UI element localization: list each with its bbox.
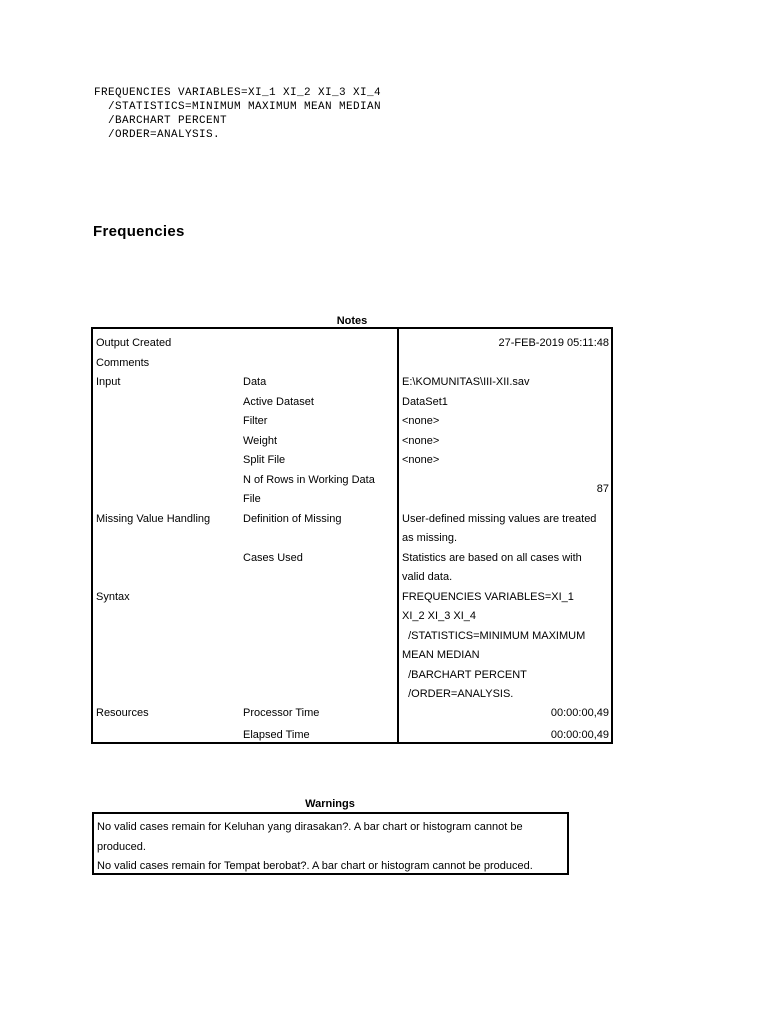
notes-cell: valid data.	[402, 571, 453, 583]
notes-cell: Filter	[243, 415, 268, 427]
syntax-line: FREQUENCIES VARIABLES=XI_1 XI_2 XI_3 XI_4	[94, 87, 382, 99]
notes-cell: XI_2 XI_3 XI_4	[402, 610, 476, 622]
notes-cell: 00:00:00,49	[550, 728, 609, 741]
notes-cell: N of Rows in Working Data	[243, 473, 375, 486]
notes-cell: Elapsed Time	[243, 728, 310, 741]
notes-cell: File	[243, 493, 261, 505]
notes-cell: Comments	[96, 356, 150, 369]
notes-cell: Data	[243, 376, 267, 388]
notes-cell: Syntax	[96, 590, 130, 603]
notes-cell: as missing.	[402, 532, 458, 544]
notes-cell: <none>	[402, 454, 440, 466]
notes-cell: Active Dataset	[243, 395, 314, 408]
notes-table-title: Notes	[336, 315, 368, 327]
notes-column-divider	[397, 329, 399, 742]
warnings-table	[92, 812, 569, 875]
notes-table	[91, 327, 613, 744]
notes-cell: Output Created	[96, 337, 172, 349]
notes-cell: FREQUENCIES VARIABLES=XI_1	[402, 590, 574, 603]
notes-cell: <none>	[402, 434, 440, 447]
notes-cell: Processor Time	[243, 707, 320, 719]
notes-cell: Missing Value Handling	[96, 512, 211, 525]
warning-line: No valid cases remain for Keluhan yang dirasakan?. A bar chart or histogram cannot be	[97, 821, 523, 833]
syntax-block	[94, 86, 381, 142]
syntax-line: /STATISTICS=MINIMUM MAXIMUM MEAN MEDIAN	[94, 101, 382, 113]
notes-cell: Split File	[243, 454, 286, 466]
notes-cell: 00:00:00,49	[550, 707, 609, 719]
warnings-table-title: Warnings	[305, 798, 355, 810]
notes-cell: /BARCHART PERCENT	[402, 668, 527, 681]
notes-cell: 27-FEB-2019 05:11:48	[498, 337, 609, 349]
notes-cell: Resources	[96, 707, 149, 719]
notes-cell: Input	[96, 376, 121, 388]
notes-cell: Definition of Missing	[243, 512, 342, 525]
notes-cell: Statistics are based on all cases with	[402, 551, 582, 564]
notes-cell: Weight	[243, 434, 278, 447]
warning-line: No valid cases remain for Tempat berobat?. A bar chart or histogram cannot be produced.	[97, 860, 533, 872]
notes-cell: E:\KOMUNITAS\III-XII.sav	[402, 376, 530, 388]
notes-cell: User-defined missing values are treated	[402, 512, 597, 525]
notes-cell: MEAN MEDIAN	[402, 649, 480, 661]
notes-cell: 87	[596, 483, 609, 495]
notes-cell: <none>	[402, 415, 440, 427]
notes-cell: /ORDER=ANALYSIS.	[402, 688, 514, 700]
notes-cell: /STATISTICS=MINIMUM MAXIMUM	[402, 629, 586, 642]
warning-line: produced.	[97, 840, 146, 853]
syntax-line: /ORDER=ANALYSIS.	[94, 129, 221, 141]
syntax-line: /BARCHART PERCENT	[94, 115, 228, 127]
notes-cell: DataSet1	[402, 395, 448, 408]
section-title: Frequencies	[93, 223, 185, 240]
notes-cell: Cases Used	[243, 551, 303, 564]
